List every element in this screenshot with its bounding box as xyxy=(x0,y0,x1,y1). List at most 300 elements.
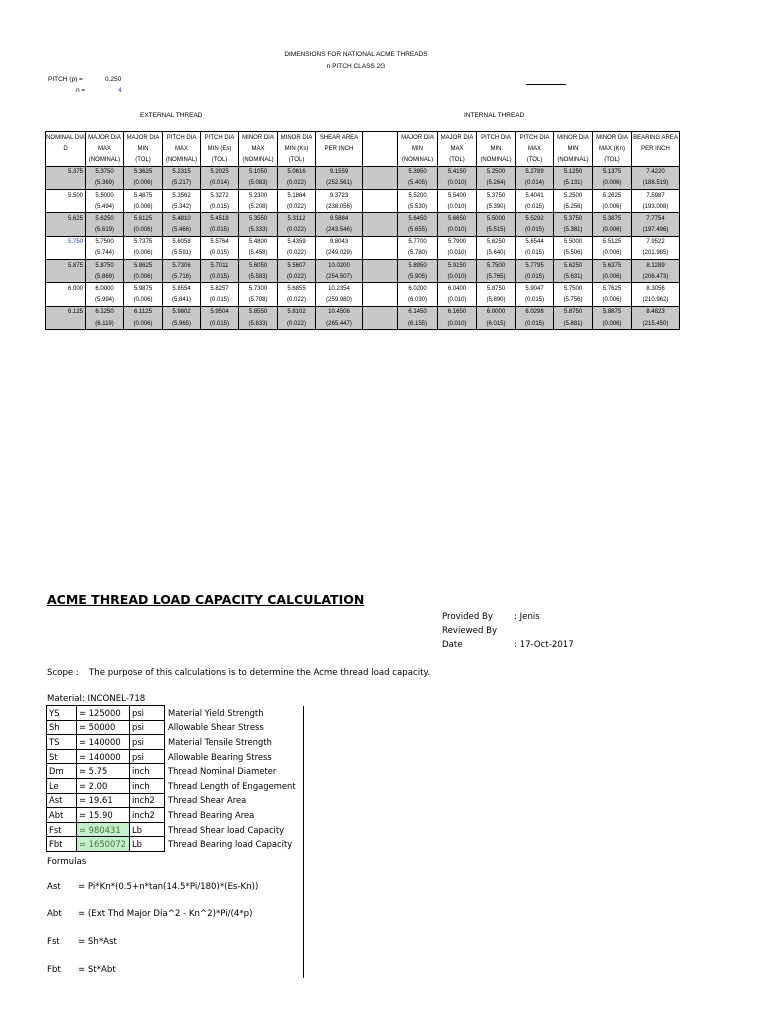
table-cell: MAJOR DIA xyxy=(124,132,163,144)
table-cell: 5.6855 xyxy=(278,283,316,295)
table-cell: MAX (Kn) xyxy=(593,143,632,154)
table-cell: 6.0298 xyxy=(516,306,554,318)
table-cell: (5.583) xyxy=(239,271,278,283)
table-cell xyxy=(632,154,680,166)
table-cell: 5.8875 xyxy=(593,306,632,318)
param-unit: Lb xyxy=(130,822,165,837)
table-cell: MIN (Ks) xyxy=(278,143,316,154)
date-value: : 17-Oct-2017 xyxy=(514,640,574,650)
table-cell: (6.155) xyxy=(398,318,438,330)
table-cell: (0.010) xyxy=(438,201,477,213)
table-cell: (0.022) xyxy=(278,201,316,213)
table-cell: 5.2500 xyxy=(554,189,593,201)
table-cell: 5.3750 xyxy=(477,189,516,201)
table-cell: (0.006) xyxy=(124,248,163,260)
table-cell: (5.716) xyxy=(163,271,201,283)
table-cell: (5.591) xyxy=(163,248,201,260)
table-cell: (0.010) xyxy=(438,178,477,190)
table-cell: (5.780) xyxy=(398,248,438,260)
table-cell: MAJOR DIA xyxy=(398,132,438,144)
table-cell: MIN (Es) xyxy=(201,143,239,154)
table-cell: (5.264) xyxy=(477,178,516,190)
param-desc: Material Tensile Strength xyxy=(168,736,272,747)
table-cell: 5.9504 xyxy=(201,306,239,318)
table-cell: MAJOR DIA xyxy=(86,132,124,144)
param-sym: Dm xyxy=(47,764,77,779)
table-cell: (0.006) xyxy=(124,271,163,283)
table-cell: 5.8950 xyxy=(398,260,438,272)
table-cell: (5.131) xyxy=(554,178,593,190)
table-cell: (238.056) xyxy=(316,201,363,213)
table-cell xyxy=(363,154,398,166)
table-cell: NOMINAL DIA xyxy=(46,132,86,144)
table-cell: (5.083) xyxy=(239,178,278,190)
table-cell: (0.006) xyxy=(593,295,632,307)
table-cell: 6.1650 xyxy=(438,306,477,318)
table-cell: (5.515) xyxy=(477,225,516,237)
table-cell: MIN xyxy=(398,143,438,154)
table-cell: (0.015) xyxy=(516,318,554,330)
scope-label: Scope : xyxy=(47,668,79,678)
param-desc: Thread Shear Area xyxy=(168,795,247,806)
table-cell: (0.015) xyxy=(516,248,554,260)
table-cell: (215.450) xyxy=(632,318,680,330)
param-desc: Material Yield Strength xyxy=(168,707,264,718)
table-cell: (5.841) xyxy=(163,295,201,307)
table-cell: 5.7500 xyxy=(86,236,124,248)
table-cell: 6.0000 xyxy=(477,306,516,318)
table-cell: (0.006) xyxy=(124,201,163,213)
table-cell xyxy=(316,154,363,166)
param-sym: Le xyxy=(47,778,77,793)
param-val: = 140000 xyxy=(77,735,130,750)
table-cell: 5.4800 xyxy=(239,236,278,248)
vertical-divider xyxy=(303,706,304,978)
table-cell: (0.014) xyxy=(516,178,554,190)
param-unit: inch xyxy=(130,764,165,779)
table-row xyxy=(46,248,680,260)
formula-expression: = St*Abt xyxy=(78,965,116,975)
table-cell: 5.7795 xyxy=(516,260,554,272)
table-cell: SHEAR AREA xyxy=(316,132,363,144)
table-cell: BEARING AREA xyxy=(632,132,680,144)
table-cell: (5.458) xyxy=(239,248,278,260)
table-cell: 5.2789 xyxy=(516,166,554,178)
formula-expression: = Sh*Ast xyxy=(78,937,117,947)
table-cell: (0.022) xyxy=(278,271,316,283)
table-cell: 9.3723 xyxy=(316,189,363,201)
param-row xyxy=(47,706,299,721)
table-cell: 6.1250 xyxy=(86,306,124,318)
table-cell: (197.496) xyxy=(632,225,680,237)
table-cell: PER INCH xyxy=(316,143,363,154)
param-row xyxy=(47,793,299,808)
table-cell: 7.5987 xyxy=(632,189,680,201)
table-cell: 5.7900 xyxy=(438,236,477,248)
table-cell: 5.375 xyxy=(46,166,86,178)
table-cell: (5.333) xyxy=(239,225,278,237)
table-cell: (5.905) xyxy=(398,271,438,283)
table-cell: (TOL) xyxy=(516,154,554,166)
param-row xyxy=(47,764,299,779)
table-cell: 5.5607 xyxy=(278,260,316,272)
table-cell: (210.962) xyxy=(632,295,680,307)
table-cell: 6.0400 xyxy=(438,283,477,295)
table-cell: 5.3950 xyxy=(398,166,438,178)
table-cell: 5.1375 xyxy=(593,166,632,178)
table-cell: 6.125 xyxy=(46,306,86,318)
param-val: = 15.90 xyxy=(77,808,130,823)
external-thread-label: EXTERNAL THREAD xyxy=(140,112,203,119)
table-cell: (0.006) xyxy=(593,225,632,237)
table-cell xyxy=(363,271,398,283)
param-sym: Fst xyxy=(47,822,77,837)
table-cell: 5.6450 xyxy=(398,213,438,225)
table-cell: 5.4518 xyxy=(201,213,239,225)
table-cell: 5.8554 xyxy=(163,283,201,295)
param-val: = 980431 xyxy=(77,822,130,837)
table-row xyxy=(46,260,680,272)
table-cell: (5.466) xyxy=(163,225,201,237)
table-cell xyxy=(363,283,398,295)
param-unit: psi xyxy=(130,706,165,721)
table-cell: (NOMINAL) xyxy=(239,154,278,166)
table-cell: (5.890) xyxy=(477,295,516,307)
table-cell: 8.1289 xyxy=(632,260,680,272)
param-val: = 2.00 xyxy=(77,778,130,793)
table-cell: (6.015) xyxy=(477,318,516,330)
table-cell: 5.4041 xyxy=(516,189,554,201)
n-value: 4 xyxy=(118,87,122,94)
table-cell: 5.2500 xyxy=(477,166,516,178)
table-cell: (0.022) xyxy=(278,225,316,237)
table-row xyxy=(46,283,680,295)
table-cell xyxy=(46,295,86,307)
table-cell: (5.869) xyxy=(86,271,124,283)
table-cell: (TOL) xyxy=(593,154,632,166)
table-cell: (0.022) xyxy=(278,318,316,330)
blank-underline xyxy=(526,84,566,85)
param-sym: Ast xyxy=(47,793,77,808)
table-cell: (5.833) xyxy=(239,318,278,330)
table-cell: (5.756) xyxy=(554,295,593,307)
table-cell: 5.3562 xyxy=(163,189,201,201)
param-val: = 5.75 xyxy=(77,764,130,779)
param-val: = 19.61 xyxy=(77,793,130,808)
table-cell: (5.994) xyxy=(86,295,124,307)
table-cell: 5.7500 xyxy=(477,260,516,272)
table-cell: 5.4875 xyxy=(124,189,163,201)
table-cell: PITCH DIA xyxy=(516,132,554,144)
formula-symbol: Fbt xyxy=(47,965,61,975)
table-cell: 5.7375 xyxy=(124,236,163,248)
table-cell: PITCH DIA xyxy=(201,132,239,144)
table-cell: PER INCH xyxy=(632,143,680,154)
table-cell: PITCH DIA xyxy=(163,132,201,144)
table-cell: 5.1050 xyxy=(239,166,278,178)
table-cell: 5.9802 xyxy=(163,306,201,318)
table-cell: (188.519) xyxy=(632,178,680,190)
table-cell: (201.985) xyxy=(632,248,680,260)
pitch-value: 0.250 xyxy=(105,76,122,83)
table-cell xyxy=(46,271,86,283)
table-cell: (0.015) xyxy=(516,225,554,237)
table-cell: 5.6250 xyxy=(86,213,124,225)
table-cell: (TOL) xyxy=(124,154,163,166)
table-cell: (0.006) xyxy=(124,178,163,190)
table-cell: (0.015) xyxy=(201,248,239,260)
table-cell: 5.5292 xyxy=(516,213,554,225)
param-unit: psi xyxy=(130,749,165,764)
table-cell: 5.5000 xyxy=(554,236,593,248)
table-cell xyxy=(363,201,398,213)
table-cell: (252.561) xyxy=(316,178,363,190)
table-cell: 5.7300 xyxy=(239,283,278,295)
internal-thread-label: INTERNAL THREAD xyxy=(464,112,525,119)
table-cell xyxy=(363,248,398,260)
param-sym: St xyxy=(47,749,77,764)
param-desc: Thread Shear load Capacity xyxy=(168,824,285,835)
material-parameter-table xyxy=(46,705,299,852)
table-cell: (0.010) xyxy=(438,225,477,237)
table-cell: (TOL) xyxy=(201,154,239,166)
table-cell: 5.4810 xyxy=(163,213,201,225)
table-cell: (0.014) xyxy=(201,178,239,190)
table-cell: (265.447) xyxy=(316,318,363,330)
table-cell xyxy=(363,189,398,201)
table-cell: 5.3875 xyxy=(593,213,632,225)
table-cell: MAX xyxy=(86,143,124,154)
table-cell: 5.5200 xyxy=(398,189,438,201)
table-cell: (5.655) xyxy=(398,225,438,237)
table-cell: 6.000 xyxy=(46,283,86,295)
table-cell: 5.8750 xyxy=(477,283,516,295)
table-cell xyxy=(46,318,86,330)
formula-expression: = (Ext Thd Major Dia^2 - Kn^2)*Pi/(4*p) xyxy=(78,909,253,919)
table-cell: 5.8750 xyxy=(554,306,593,318)
param-unit: Lb xyxy=(130,837,165,852)
table-cell: (5.881) xyxy=(554,318,593,330)
table-cell: 5.2625 xyxy=(593,189,632,201)
param-val: = 140000 xyxy=(77,749,130,764)
param-row xyxy=(47,749,299,764)
table-cell xyxy=(363,166,398,178)
table-cell: (0.006) xyxy=(593,201,632,213)
table-cell: (TOL) xyxy=(278,154,316,166)
table-cell: 5.3625 xyxy=(124,166,163,178)
table-cell: (0.015) xyxy=(201,225,239,237)
table-cell: 5.1864 xyxy=(278,189,316,201)
param-sym: YS xyxy=(47,706,77,721)
table-cell xyxy=(363,178,398,190)
param-sym: Sh xyxy=(47,720,77,735)
table-cell: 6.0000 xyxy=(86,283,124,295)
table-cell: MIN xyxy=(554,143,593,154)
acme-dimension-table xyxy=(45,131,680,330)
table-cell: (5.342) xyxy=(163,201,201,213)
table-cell: (0.006) xyxy=(593,318,632,330)
table-cell: 5.8257 xyxy=(201,283,239,295)
param-val: = 125000 xyxy=(77,706,130,721)
param-unit: inch2 xyxy=(130,793,165,808)
table-cell: 10.2354 xyxy=(316,283,363,295)
table-cell: 5.625 xyxy=(46,213,86,225)
table-cell: 5.7500 xyxy=(554,283,593,295)
table-cell: 5.8102 xyxy=(278,306,316,318)
table-cell: (NOMINAL) xyxy=(477,154,516,166)
table-cell: 7.4220 xyxy=(632,166,680,178)
table-cell xyxy=(363,306,398,318)
param-row xyxy=(47,822,299,837)
reviewed-by-label: Reviewed By xyxy=(442,626,498,636)
param-unit: inch xyxy=(130,778,165,793)
table-cell: 5.500 xyxy=(46,189,86,201)
table-cell: (0.015) xyxy=(516,271,554,283)
table-cell: MAX xyxy=(516,143,554,154)
table-cell: 9.1559 xyxy=(316,166,363,178)
table-cell: 5.5125 xyxy=(593,236,632,248)
table-cell: MINOR DIA xyxy=(593,132,632,144)
param-sym: TS xyxy=(47,735,77,750)
formula-symbol: Fst xyxy=(47,937,60,947)
table-cell: 5.6058 xyxy=(163,236,201,248)
table-row xyxy=(46,306,680,318)
provided-by-label: Provided By xyxy=(442,612,494,622)
table-cell xyxy=(363,143,398,154)
sheet-title: DIMENSIONS FOR NATIONAL ACME THREADS xyxy=(284,51,428,58)
table-cell: 5.2025 xyxy=(201,166,239,178)
param-desc: Allowable Bearing Stress xyxy=(168,751,272,762)
table-cell: (0.006) xyxy=(593,178,632,190)
table-cell: 6.0200 xyxy=(398,283,438,295)
table-cell: 5.5764 xyxy=(201,236,239,248)
pitch-label: PITCH (p) = xyxy=(48,76,83,83)
table-cell: 10.0200 xyxy=(316,260,363,272)
table-cell: (NOMINAL) xyxy=(163,154,201,166)
table-cell: (0.010) xyxy=(438,248,477,260)
param-desc: Allowable Shear Stress xyxy=(168,722,264,733)
table-cell: 5.3550 xyxy=(239,213,278,225)
table-cell: (0.022) xyxy=(278,295,316,307)
table-cell: 5.875 xyxy=(46,260,86,272)
table-cell: (NOMINAL) xyxy=(554,154,593,166)
table-cell: (5.381) xyxy=(554,225,593,237)
table-row xyxy=(46,236,680,248)
table-cell: 5.9150 xyxy=(438,260,477,272)
table-cell: (0.015) xyxy=(201,318,239,330)
formula-symbol: Ast xyxy=(47,882,61,892)
scope-text: The purpose of this calculations is to determine the Acme thread load capacity. xyxy=(89,668,431,678)
table-cell: (0.006) xyxy=(124,318,163,330)
table-cell: MINOR DIA xyxy=(554,132,593,144)
formula-symbol: Abt xyxy=(47,909,62,919)
table-row xyxy=(46,154,680,166)
table-cell: (5.217) xyxy=(163,178,201,190)
param-sym: Fbt xyxy=(47,837,77,852)
table-cell: 5.6125 xyxy=(124,213,163,225)
table-row xyxy=(46,178,680,190)
table-row xyxy=(46,318,680,330)
table-cell: (5.619) xyxy=(86,225,124,237)
table-cell: (206.473) xyxy=(632,271,680,283)
table-cell: (0.015) xyxy=(201,295,239,307)
table-cell: (0.015) xyxy=(201,271,239,283)
table-cell: (5.765) xyxy=(477,271,516,283)
table-cell: (5.256) xyxy=(554,201,593,213)
param-val: = 1650072 xyxy=(77,837,130,852)
n-label: n = xyxy=(76,87,86,94)
param-desc: Thread Bearing Area xyxy=(168,809,255,820)
table-cell: MINOR DIA xyxy=(239,132,278,144)
sheet-subtitle: n PITCH CLASS 2G xyxy=(326,63,386,70)
table-cell: 5.7011 xyxy=(201,260,239,272)
table-cell xyxy=(46,201,86,213)
table-cell: 10.4506 xyxy=(316,306,363,318)
table-cell: (0.010) xyxy=(438,295,477,307)
table-cell: PITCH DIA xyxy=(477,132,516,144)
table-cell: 5.8750 xyxy=(86,260,124,272)
table-cell xyxy=(363,225,398,237)
param-row xyxy=(47,837,299,852)
table-cell: MAX xyxy=(163,143,201,154)
table-cell: (5.494) xyxy=(86,201,124,213)
table-cell: (6.030) xyxy=(398,295,438,307)
table-cell: 5.3112 xyxy=(278,213,316,225)
calc-title: ACME THREAD LOAD CAPACITY CALCULATION xyxy=(47,592,365,607)
table-cell: 5.6650 xyxy=(438,213,477,225)
param-desc: Thread Bearing load Capacity xyxy=(168,839,293,850)
table-cell: (6.119) xyxy=(86,318,124,330)
table-cell: 5.2315 xyxy=(163,166,201,178)
table-cell: (5.390) xyxy=(477,201,516,213)
table-cell: 9.5884 xyxy=(316,213,363,225)
param-row xyxy=(47,735,299,750)
table-cell xyxy=(363,213,398,225)
table-row xyxy=(46,201,680,213)
table-cell: (5.631) xyxy=(554,271,593,283)
table-cell: (0.015) xyxy=(516,295,554,307)
table-cell: (5.640) xyxy=(477,248,516,260)
table-row xyxy=(46,166,680,178)
table-cell: 5.6250 xyxy=(477,236,516,248)
table-cell xyxy=(363,260,398,272)
table-cell xyxy=(46,225,86,237)
table-cell: (0.006) xyxy=(593,248,632,260)
table-cell: 7.7754 xyxy=(632,213,680,225)
table-cell: 9.8043 xyxy=(316,236,363,248)
table-cell: (5.208) xyxy=(239,201,278,213)
param-row xyxy=(47,778,299,793)
table-cell: (0.022) xyxy=(278,178,316,190)
table-cell: 5.6375 xyxy=(593,260,632,272)
table-cell: (5.708) xyxy=(239,295,278,307)
formulas-label: Formulas xyxy=(47,857,87,867)
table-cell: 5.3750 xyxy=(554,213,593,225)
param-unit: psi xyxy=(130,735,165,750)
table-cell: (0.015) xyxy=(516,201,554,213)
table-cell: 5.9875 xyxy=(124,283,163,295)
table-row xyxy=(46,271,680,283)
table-cell: MAX xyxy=(438,143,477,154)
formula-expression: = Pi*Kn*(0.5+n*tan(14.5*Pi/180)*(Es-Kn)) xyxy=(78,882,259,892)
table-cell: 5.7700 xyxy=(398,236,438,248)
param-desc: Thread Nominal Diameter xyxy=(168,766,277,777)
table-cell: (249.029) xyxy=(316,248,363,260)
table-cell: MIN xyxy=(124,143,163,154)
table-cell: 5.6050 xyxy=(239,260,278,272)
param-desc: Thread Length of Engagement xyxy=(168,780,296,791)
table-cell: 8.3056 xyxy=(632,283,680,295)
